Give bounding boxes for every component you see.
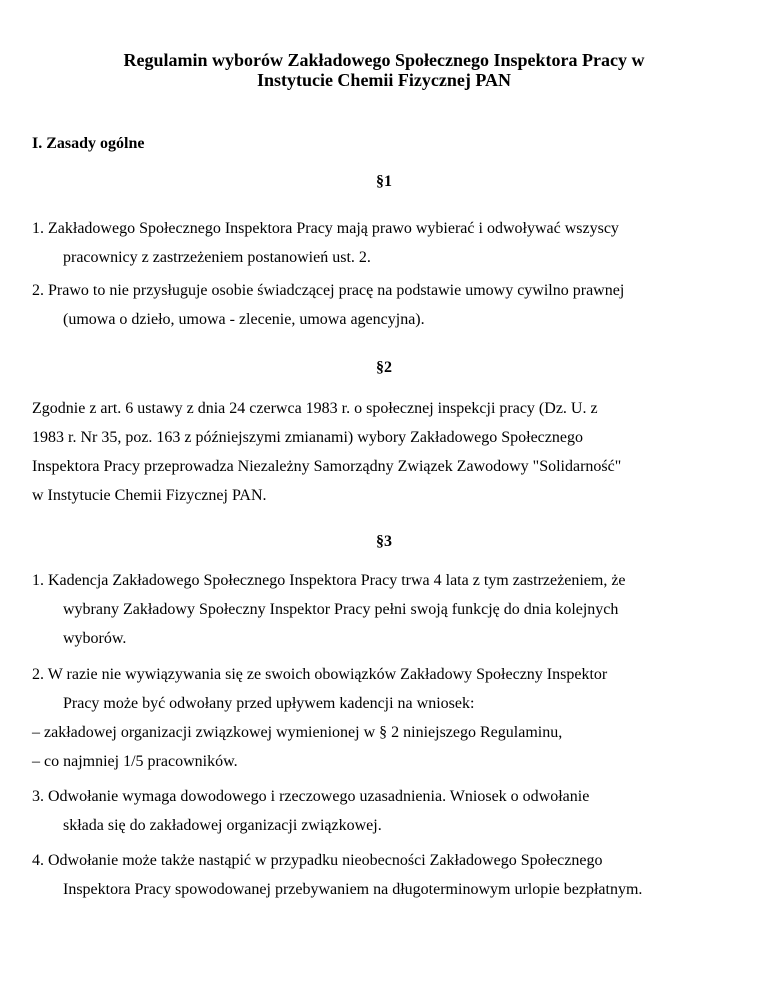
text-line: wybrany Zakładowy Społeczny Inspektor Pracy pełni swoją funkcję do dnia kolejnych	[63, 601, 619, 618]
section-heading-general-rules: I. Zasady ogólne	[32, 135, 145, 152]
paragraph-2-text	[32, 394, 742, 510]
dash-list-item: – co najmniej 1/5 pracowników.	[32, 753, 238, 770]
text-line: Inspektora Pracy spowodowanej przebywaniem na długoterminowym urlopie bezpłatnym.	[63, 881, 643, 898]
text-line: Inspektora Pracy przeprowadza Niezależny Samorządny Związek Zawodowy "Solidarność"	[32, 458, 622, 475]
text-line: w Instytucie Chemii Fizycznej PAN.	[32, 487, 267, 504]
paragraph-mark-1: §1	[376, 173, 392, 190]
paragraph-1-item-1	[32, 214, 742, 272]
text-line: wyborów.	[63, 630, 127, 647]
text-line: 2. Prawo to nie przysługuje osobie świadczącej pracę na podstawie umowy cywilno prawnej	[32, 282, 625, 299]
text-line: 1. Zakładowego Społecznego Inspektora Pracy mają prawo wybierać i odwoływać wszyscy	[32, 220, 619, 237]
text-line: Zgodnie z art. 6 ustawy z dnia 24 czerwca 1983 r. o społecznej inspekcji pracy (Dz. U. z	[32, 400, 598, 417]
text-line: składa się do zakładowej organizacji związkowej.	[63, 817, 382, 834]
paragraph-3-item-2	[32, 660, 742, 776]
text-line: pracownicy z zastrzeżeniem postanowień ust. 2.	[63, 249, 371, 266]
text-line: Pracy może być odwołany przed upływem kadencji na wniosek:	[63, 695, 475, 712]
paragraph-3-item-4	[32, 846, 742, 904]
paragraph-mark-3: §3	[376, 533, 392, 550]
document-title	[0, 50, 768, 90]
text-line: 3. Odwołanie wymaga dowodowego i rzeczowego uzasadnienia. Wniosek o odwołanie	[32, 788, 590, 805]
paragraph-1-item-2	[32, 276, 742, 334]
paragraph-3-item-1	[32, 566, 742, 653]
paragraph-3-item-3	[32, 782, 742, 840]
text-line: 4. Odwołanie może także nastąpić w przypadku nieobecności Zakładowego Społecznego	[32, 852, 603, 869]
title-line-2: Instytucie Chemii Fizycznej PAN	[256, 70, 512, 90]
text-line: 1. Kadencja Zakładowego Społecznego Inspektora Pracy trwa 4 lata z tym zastrzeżeniem, że	[32, 572, 626, 589]
paragraph-mark-2: §2	[376, 359, 392, 376]
title-line-1: Regulamin wyborów Zakładowego Społecznego Inspektora Pracy w	[123, 50, 645, 70]
text-line: (umowa o dzieło, umowa - zlecenie, umowa agencyjna).	[63, 311, 425, 328]
dash-list-item: – zakładowej organizacji związkowej wymienionej w § 2 niniejszego Regulaminu,	[32, 724, 563, 741]
text-line: 1983 r. Nr 35, poz. 163 z późniejszymi zmianami) wybory Zakładowego Społecznego	[32, 429, 583, 446]
text-line: 2. W razie nie wywiązywania się ze swoich obowiązków Zakładowy Społeczny Inspektor	[32, 666, 608, 683]
